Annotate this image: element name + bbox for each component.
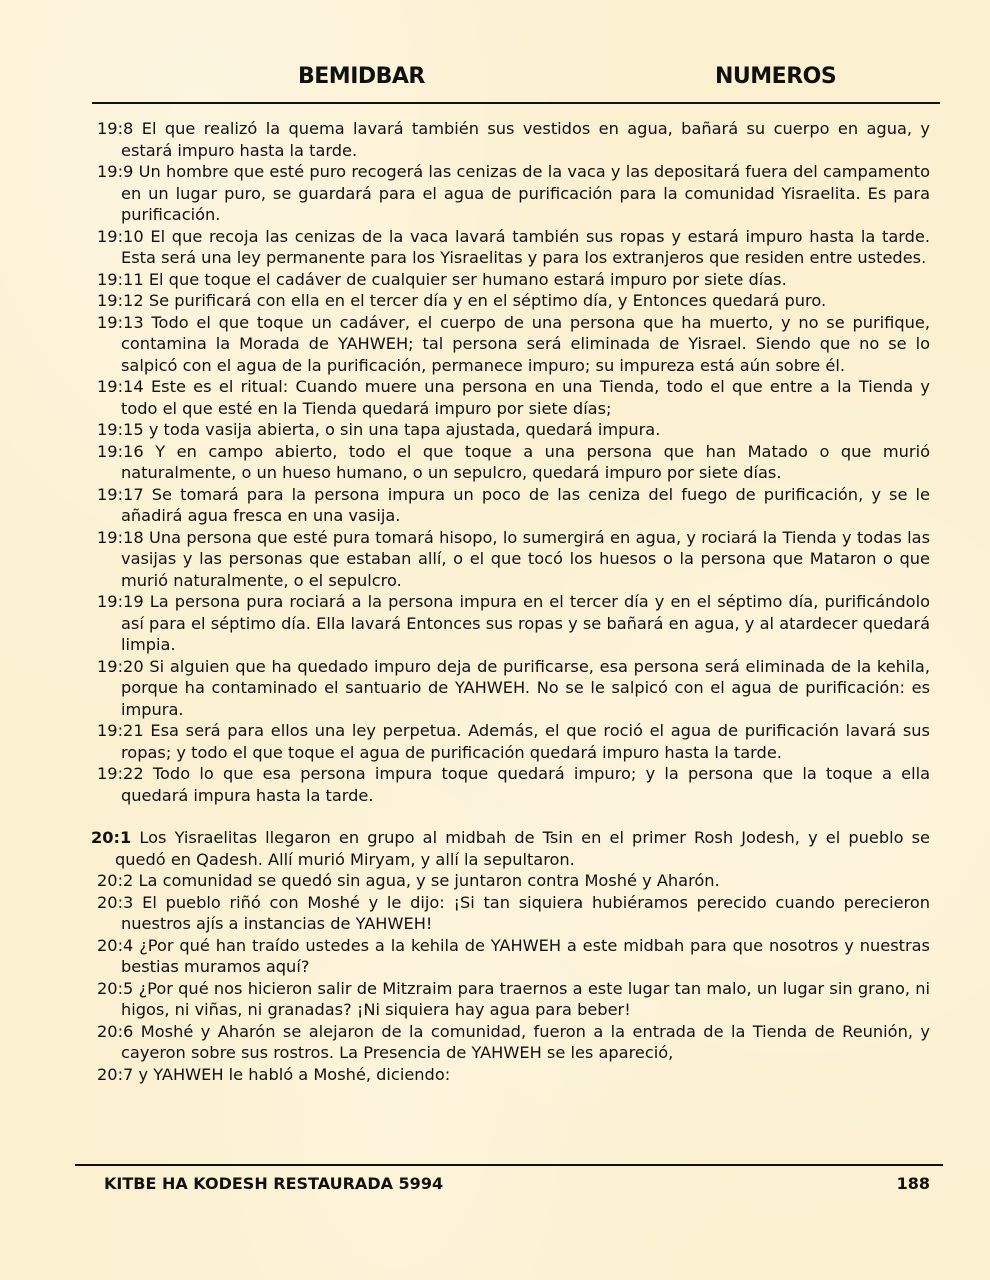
verse-ref: 19:19 (97, 592, 144, 611)
verse-text: Moshé y Aharón se alejaron de la comunidad, fueron a la entrada de la Tienda de Reunión, y cayeron sobre sus rostros. La Presencia de YAHWEH se les apareció, (121, 1021, 930, 1062)
verse (97, 312, 930, 377)
verse-ref: 19:21 (97, 721, 144, 740)
verse (97, 935, 930, 978)
verse (97, 484, 930, 527)
verse-text: El que toque el cadáver de cualquier ser humano estará impuro por siete días. (148, 269, 787, 289)
verse-text: Y en campo abierto, todo el que toque a una persona que han Matado o que murió naturalmente, o un hueso humano, o un sepulcro, quedará impuro por siete días. (121, 441, 930, 482)
verse-ref: 19:12 (97, 291, 144, 310)
verse-text: El pueblo riñó con Moshé y le dijo: ¡Si tan siquiera hubiéramos perecido cuando perecieron nuestros ajís a instancias de YAHWEH! (121, 892, 930, 933)
page-footer (75, 1164, 943, 1198)
header-right-title: NUMEROS (715, 64, 837, 89)
verse-text: y YAHWEH le habló a Moshé, diciendo: (138, 1064, 451, 1084)
header-left-title: BEMIDBAR (298, 64, 425, 89)
verse-text: Se purificará con ella en el tercer día y en el séptimo día, y Entonces quedará puro. (148, 291, 827, 310)
verse (97, 591, 930, 656)
verse (97, 1064, 930, 1086)
verse-text: Todo lo que esa persona impura toque quedará impuro; y la persona que la toque a ella quedará impura hasta la tarde. (121, 764, 930, 805)
verse-text: ¿Por qué nos hicieron salir de Mitzraim para traernos a este lugar tan malo, un lugar sin grano, ni higos, ni viñas, ni granadas? ¡Ni siquiera hay agua para beber! (121, 978, 930, 1019)
verse-ref: 19:22 (97, 764, 144, 783)
verse-ref: 20:3 (97, 892, 134, 912)
chapter-19-verses (97, 118, 930, 806)
verse (97, 720, 930, 763)
verse-text: Los Yisraelitas llegaron en grupo al midbah de Tsin en el primer Rosh Jodesh, y el pueblo se quedó en Qadesh. Allí murió Miryam, y allí la sepultaron. (115, 828, 930, 869)
verse-ref: 19:20 (97, 656, 144, 676)
verse-ref: 20:2 (97, 871, 134, 890)
verse-ref: 19:13 (97, 312, 144, 332)
verse (97, 161, 930, 226)
verse (97, 226, 930, 269)
verse-text: La comunidad se quedó sin agua, y se juntaron contra Moshé y Aharón. (138, 871, 720, 890)
verse-ref: 20:5 (97, 978, 134, 998)
verse-text: Este es el ritual: Cuando muere una persona en una Tienda, todo el que entre a la Tienda y todo el que esté en la Tienda quedará impuro por siete días; (121, 377, 930, 418)
verse (97, 978, 930, 1021)
verse (97, 441, 930, 484)
verse (97, 763, 930, 806)
verse-text: Esa será para ellos una ley perpetua. Además, el que roció el agua de purificación lavará sus ropas; y todo el que toque el agua de purificación quedará impuro hasta la tarde. (121, 721, 930, 762)
verse-ref: 19:18 (97, 527, 144, 547)
verse-text: Todo el que toque un cadáver, el cuerpo de una persona que ha muerto, y no se purifique, contamina la Morada de YAHWEH; tal persona será eliminada de Yisrael. Siendo que no se lo salpicó con el agua de la purificación, permanece impuro; su impureza está aún sobre él. (121, 312, 930, 375)
verse (97, 118, 930, 161)
verse-text: Se tomará para la persona impura un poco de las ceniza del fuego de purificación, y se le añadirá agua fresca en una vasija. (121, 484, 930, 525)
verse (97, 419, 930, 441)
verse-ref: 19:10 (97, 226, 144, 246)
verse (97, 376, 930, 419)
verse (97, 870, 930, 892)
verse-text: Una persona que esté pura tomará hisopo, lo sumergirá en agua, y rociará la Tienda y todas las vasijas y las personas que estaban allí, o el que tocó los huesos o la persona que Mataron o que murió naturalmente, o el sepulcro. (121, 527, 930, 590)
page-header (92, 62, 940, 104)
verse-ref: 20:7 (97, 1064, 134, 1084)
chapter-20-verses (97, 870, 930, 1085)
verse-text: Un hombre que esté puro recogerá las cenizas de la vaca y las depositará fuera del campamento en un lugar puro, se guardará para el agua de purificación para la comunidad Yisraelita. Es para purificación. (121, 162, 930, 224)
verse (97, 527, 930, 592)
verse-ref: 20:4 (97, 935, 134, 955)
verse-ref: 19:17 (97, 484, 144, 504)
verse-ref: 20:6 (97, 1021, 134, 1041)
verse-ref: 19:8 (97, 119, 134, 138)
verse-text: y toda vasija abierta, o sin una tapa ajustada, quedará impura. (148, 420, 661, 439)
verse-ref: 19:11 (97, 269, 144, 289)
verse (97, 290, 930, 312)
verse (97, 656, 930, 721)
chapter-spacer (97, 806, 930, 827)
page-body (91, 118, 930, 1085)
verse-text: La persona pura rociará a la persona impura en el tercer día y en el séptimo día, purificándolo así para el séptimo día. Ella lavará Entonces sus ropas y se bañará en agua, y al atardecer quedará limpia. (121, 592, 930, 654)
footer-page-number: 188 (896, 1174, 930, 1193)
verse-ref: 19:9 (97, 162, 134, 181)
verse-text: ¿Por qué han traído ustedes a la kehila de YAHWEH a este midbah para que nosotros y nuestras bestias muramos aquí? (121, 935, 930, 976)
verse-ref: 19:14 (97, 377, 144, 396)
verse-text: Si alguien que ha quedado impuro deja de purificarse, esa persona será eliminada de la kehila, porque ha contaminado el santuario de YAHWEH. No se le salpicó con el agua de purificación: es impura. (121, 656, 930, 719)
verse (97, 269, 930, 291)
verse (97, 892, 930, 935)
footer-book-title: KITBE HA KODESH RESTAURADA 5994 (104, 1174, 444, 1193)
verse-text: El que recoja las cenizas de la vaca lavará también sus ropas y estará impuro hasta la tarde. Esta será una ley permanente para los Yisraelitas y para los extranjeros que residen entre ustedes. (121, 226, 930, 267)
verse (97, 1021, 930, 1064)
verse-text: El que realizó la quema lavará también sus vestidos en agua, bañará su cuerpo en agua, y estará impuro hasta la tarde. (121, 119, 930, 160)
verse-ref: 19:15 (97, 420, 144, 439)
verse-20-1 (91, 827, 930, 870)
verse-ref: 19:16 (97, 441, 144, 461)
chapter-20-ref: 20:1 (91, 828, 132, 847)
